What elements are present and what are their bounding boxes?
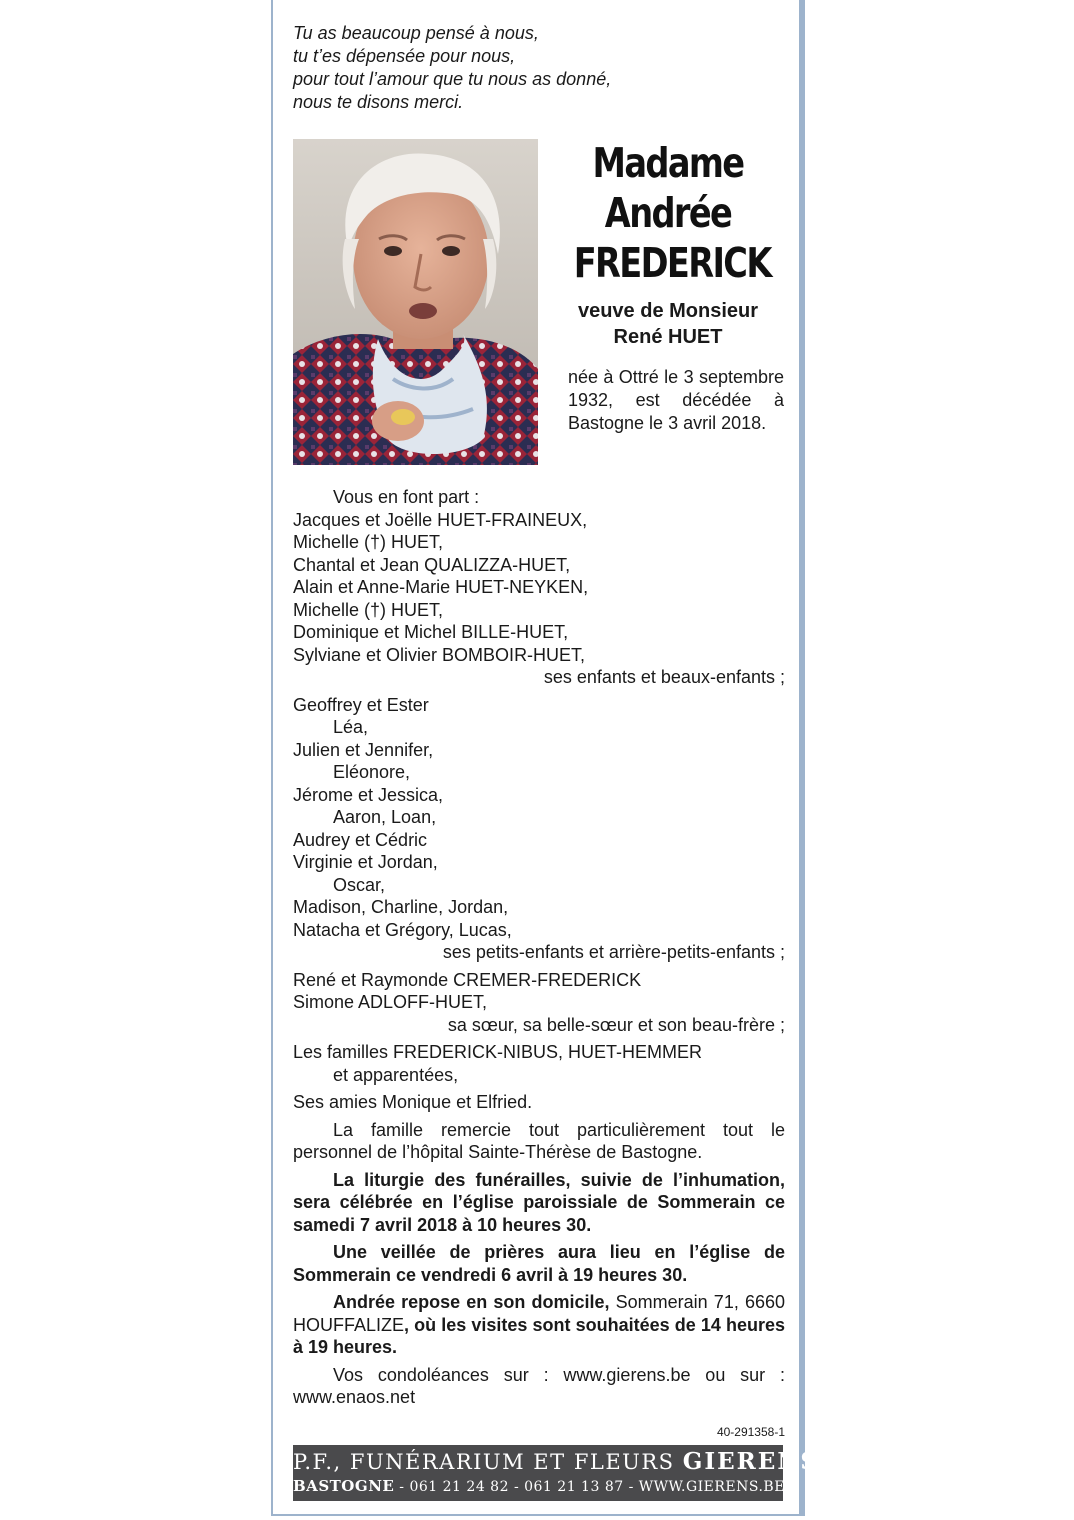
family-member: Audrey et Cédric xyxy=(293,829,428,850)
family-member: Natacha et Grégory, Lucas, xyxy=(293,919,512,940)
poem-line: nous te disons merci. xyxy=(293,92,464,112)
notice-reference: 40-291358-1 xyxy=(716,1425,785,1439)
thanks-paragraph: La famille remercie tout particulièrement tout le personnel de l’hôpital Sainte-Thérèse de Bastogne. xyxy=(293,1119,785,1162)
banner-brand: GIERENS xyxy=(682,1448,819,1475)
widow-line: René HUET xyxy=(613,326,723,348)
family-member: Sylviane et Olivier BOMBOIR-HUET, xyxy=(293,644,586,665)
portrait-illustration xyxy=(293,139,538,465)
family-member: Alain et Anne-Marie HUET-NEYKEN, xyxy=(293,577,589,597)
portrait-photo xyxy=(293,139,538,465)
banner-contacts: - 061 21 24 82 - 061 21 13 87 - WWW.GIERENS.BE xyxy=(394,1479,785,1495)
funeral-paragraph: La liturgie des funérailles, suivie de l’inhumation, sera célébrée en l’église paroissiale de Sommerain ce samedi 7 avril 2018 à 10 heures 30. xyxy=(293,1169,785,1235)
banner-city: BASTOGNE xyxy=(293,1477,395,1495)
family-member: Simone ADLOFF-HUET, xyxy=(293,992,488,1012)
family-member: Michelle (†) HUET, xyxy=(293,599,444,620)
banner-prefix: P.F., FUNÉRARIUM ET FLEURS xyxy=(293,1450,675,1474)
family-member: Léa, xyxy=(333,717,369,737)
banner-top-line xyxy=(293,1448,819,1476)
relation-label: sa sœur, sa belle-sœur et son beau-frère ; xyxy=(447,1014,785,1035)
family-member: Dominique et Michel BILLE-HUET, xyxy=(293,622,569,642)
rest-bold: Andrée repose en son domicile, xyxy=(333,1292,610,1312)
birth-death-details: née à Ottré le 3 septembre 1932, est décédée à Bastogne le 3 avril 2018. xyxy=(568,367,784,433)
vigil-paragraph: Une veillée de prières aura lieu en l’église de Sommerain ce vendredi 6 avril à 19 heures 30. xyxy=(293,1242,785,1285)
announcement-body xyxy=(293,486,785,1409)
condolences-paragraph: Vos condoléances sur : www.gierens.be ou sur : www.enaos.net xyxy=(293,1364,785,1407)
poem-line: tu t’es dépensée pour nous, xyxy=(293,46,516,66)
family-member: Oscar, xyxy=(333,874,386,895)
relation-label: ses enfants et beaux-enfants ; xyxy=(543,667,785,687)
deceased-title: Madame xyxy=(592,139,744,187)
family-member: Madison, Charline, Jordan, xyxy=(293,897,509,917)
banner-bottom-line xyxy=(293,1476,783,1497)
family-member: René et Raymonde CREMER-FREDERICK xyxy=(293,969,642,990)
family-member: Julien et Jennifer, xyxy=(293,739,434,760)
relation-label: ses petits-enfants et arrière-petits-enfants ; xyxy=(442,942,785,962)
rest-paragraph xyxy=(293,1291,785,1359)
families-line: Les familles FREDERICK-NIBUS, HUET-HEMMER xyxy=(293,1042,703,1062)
family-member: Virginie et Jordan, xyxy=(293,852,438,872)
family-member: Jérome et Jessica, xyxy=(293,784,444,805)
grandchildren-list xyxy=(293,694,785,942)
announcement-intro: Vous en font part : xyxy=(333,487,480,507)
children-list xyxy=(293,509,785,667)
rest-visits: , où les visites sont souhaitées de 14 heures à 19 heures. xyxy=(293,1314,785,1357)
deceased-last-name: FREDERICK xyxy=(573,239,771,287)
rest-address: Sommerain 71, 6660 HOUFFALIZE xyxy=(293,1292,785,1335)
family-member: Jacques et Joëlle HUET-FRAINEUX, xyxy=(293,509,588,530)
widow-of xyxy=(553,298,783,350)
siblings-list xyxy=(293,969,785,1014)
family-member: Michelle (†) HUET, xyxy=(293,532,444,552)
poem-line: pour tout l’amour que tu nous as donné, xyxy=(293,69,612,89)
friends-line: Ses amies Monique et Elfried. xyxy=(293,1092,533,1112)
families-line: et apparentées, xyxy=(333,1064,459,1085)
poem xyxy=(293,22,773,114)
deceased-name-block xyxy=(553,138,783,288)
poem-line: Tu as beaucoup pensé à nous, xyxy=(293,23,539,43)
obituary-notice xyxy=(271,0,819,1516)
family-member: Eléonore, xyxy=(333,762,411,782)
deceased-first-name: Andrée xyxy=(604,189,732,237)
family-member: Geoffrey et Ester xyxy=(293,694,429,715)
widow-line: veuve de Monsieur xyxy=(577,300,759,322)
family-member: Chantal et Jean QUALIZZA-HUET, xyxy=(293,554,571,575)
funeral-home-banner xyxy=(293,1445,819,1501)
family-member: Aaron, Loan, xyxy=(333,807,437,827)
